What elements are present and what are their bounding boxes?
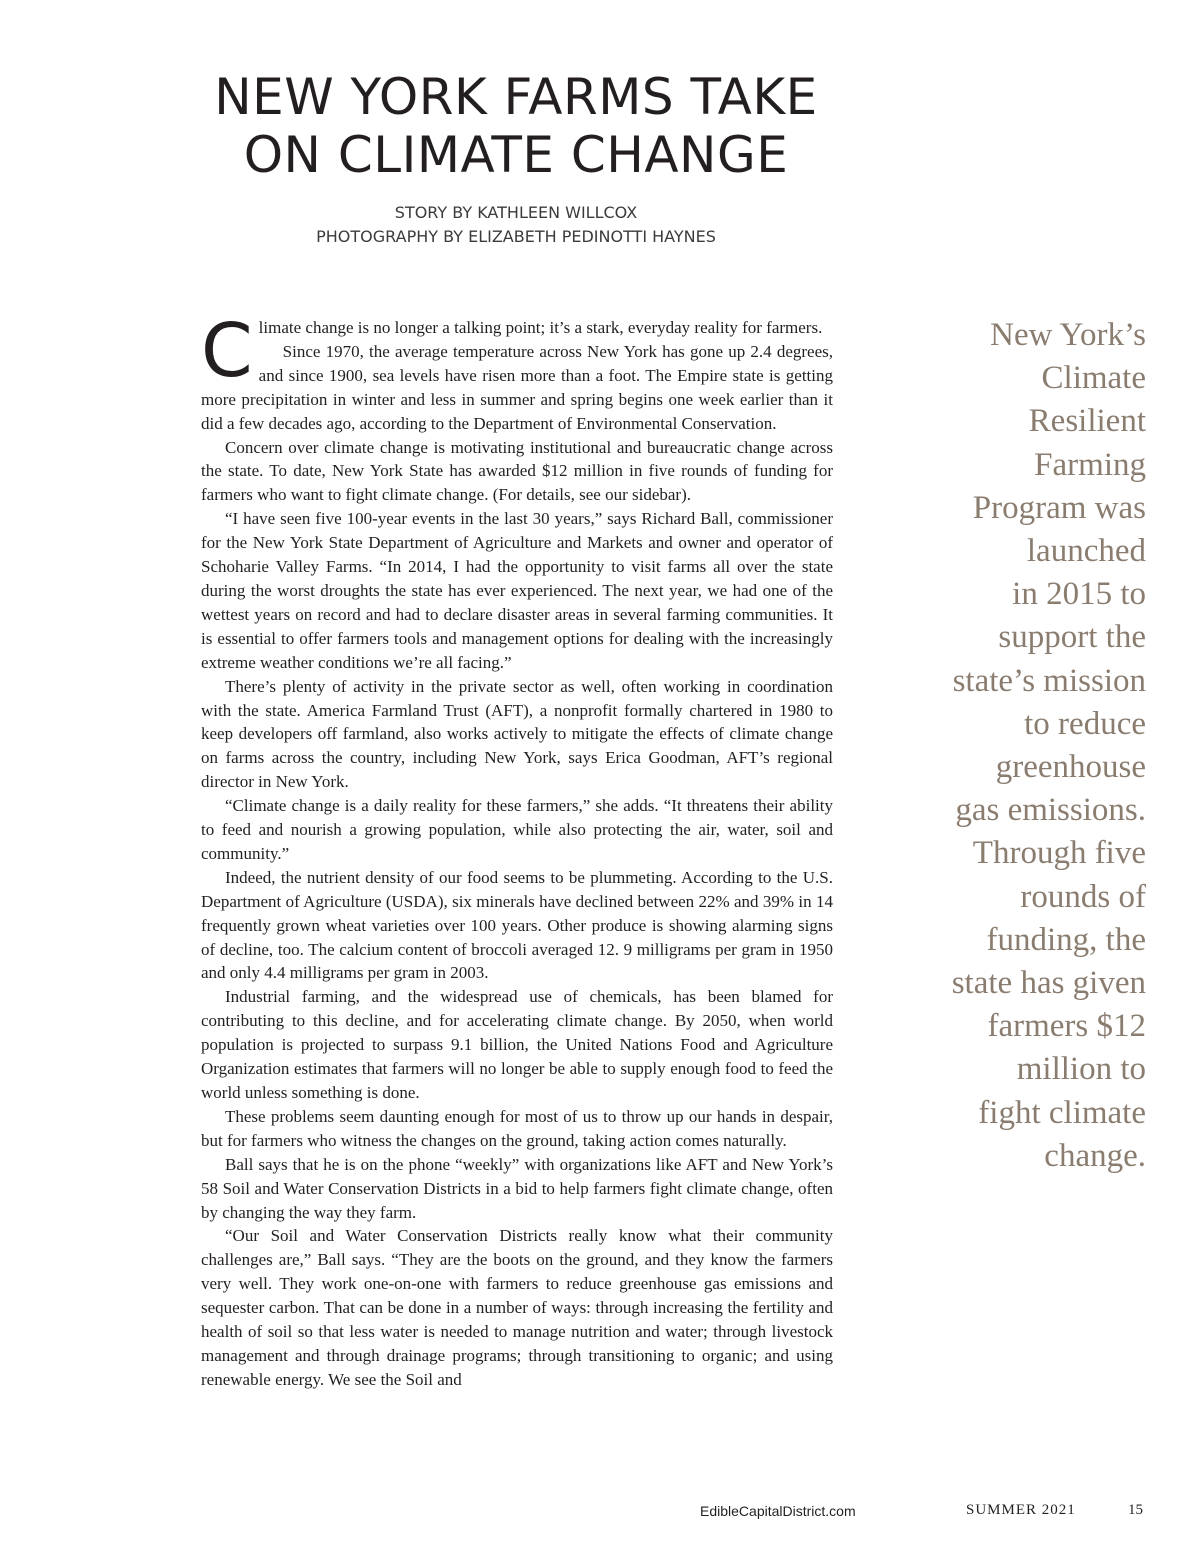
pull-quote-line: change.	[1044, 1137, 1146, 1174]
pull-quote-line: launched	[1026, 533, 1146, 570]
pull-quote-line: greenhouse	[995, 749, 1146, 786]
byline	[140, 201, 892, 249]
pull-quote	[940, 314, 1146, 1178]
drop-cap: C	[201, 308, 253, 394]
pull-quote-line: state’s mission	[952, 662, 1146, 699]
photo-credit: PHOTOGRAPHY BY ELIZABETH PEDINOTTI HAYNES	[316, 227, 716, 246]
story-credit: STORY BY KATHLEEN WILLCOX	[394, 203, 638, 222]
article-paragraph: Industrial farming, and the widespread use of chemicals, has been blamed for contributing to this decline, and for accelerating climate change. By 2050, when world population is projected to surpass 9.1 billion, the United Nations Food and Agriculture Organization estimates that farmers will no longer be able to supply enough food to feed the world unless something is done.	[201, 987, 833, 1102]
footer-issue: SUMMER 2021	[966, 1502, 1076, 1518]
title-line: NEW YORK FARMS TAKE	[214, 68, 818, 126]
pull-quote-line: support the	[998, 619, 1146, 656]
pull-quote-line: funding, the	[986, 921, 1146, 958]
footer-website: EdibleCapitalDistrict.com	[700, 1503, 856, 1519]
pull-quote-line: Program was	[972, 489, 1146, 526]
pull-quote-line: fight climate	[978, 1094, 1146, 1131]
article-title	[140, 68, 892, 184]
pull-quote-line: in 2015 to	[1012, 576, 1146, 613]
pull-quote-line: farmers $12	[987, 1008, 1146, 1045]
pull-quote-line: Farming	[1034, 446, 1146, 483]
article-paragraph: These problems seem daunting enough for most of us to throw up our hands in despair, but for farmers who witness the changes on the ground, taking action comes naturally.	[201, 1106, 833, 1150]
pull-quote-line: to reduce	[1024, 705, 1146, 742]
pull-quote-line: gas emissions.	[955, 792, 1146, 829]
article-body	[201, 308, 833, 1392]
page-number: 15	[1128, 1502, 1143, 1518]
article-paragraph: “Our Soil and Water Conservation Districts really know what their community challenges are,” Ball says. “They are the boots on the ground, and they know the farmers very well. They work one-on-one with farmers to reduce greenhouse gas emissions and sequester carbon. That can be done in a number of ways: through increasing the fertility and health of soil so that less water is needed to manage nutrition and water; through livestock management and through drainage programs; through transitioning to organic; and using renewable energy. We see the Soil and	[201, 1226, 833, 1389]
pull-quote-line: Through five	[972, 835, 1146, 872]
article-paragraph: “I have seen five 100-year events in the last 30 years,” says Richard Ball, commissioner for the New York State Department of Agriculture and Markets and owner and operator of Schoharie Valley Farms. “In 2014, I had the opportunity to visit farms all over the state during the worst droughts the state has ever experienced. The next year, we had one of the wettest years on record and had to declare disaster areas in several farming communities. It is essential to offer farmers tools and management options for dealing with the increasingly extreme weather conditions we’re all facing.”	[201, 509, 833, 672]
pull-quote-line: Climate	[1041, 360, 1146, 397]
pull-quote-line: million to	[1016, 1051, 1146, 1088]
article-paragraph: “Climate change is a daily reality for these farmers,” she adds. “It threatens their ability to feed and nourish a growing population, while also protecting the air, water, soil and community.”	[201, 796, 833, 863]
pull-quote-line: New York’s	[990, 317, 1146, 353]
pull-quote-line: rounds of	[1020, 878, 1146, 915]
article-paragraph: Indeed, the nutrient density of our food seems to be plummeting. According to the U.S. Department of Agriculture (USDA), six minerals have declined between 22% and 39% in 14 frequently grown wheat varieties over 100 years. Other produce is showing alarming signs of decline, too. The calcium content of broccoli averaged 12. 9 milligrams per gram in 1950 and only 4.4 milligrams per gram in 2003.	[201, 867, 833, 983]
paragraph-text: limate change is no longer a talking point; it’s a stark, everyday reality for farmers.	[258, 318, 823, 337]
title-line: ON CLIMATE CHANGE	[243, 126, 789, 184]
pull-quote-line: state has given	[951, 965, 1146, 1002]
pull-quote-line: Resilient	[1028, 403, 1146, 440]
article-paragraph: There’s plenty of activity in the private sector as well, often working in coordination with the state. America Farmland Trust (AFT), a nonprofit formally chartered in 1980 to keep developers off farmland, also works actively to mitigate the effects of climate change on farms across the country, including New York, says Erica Goodman, AFT’s regional director in New York.	[201, 676, 833, 792]
article-paragraph: Concern over climate change is motivating institutional and bureaucratic change across the state. To date, New York State has awarded $12 million in five rounds of funding for farmers who want to fight climate change. (For details, see our sidebar).	[201, 437, 833, 505]
article-paragraph: Since 1970, the average temperature across New York has gone up 2.4 degrees, and since 1900, sea levels have risen more than a foot. The Empire state is getting more precipitation in winter and less in summer and spring begins one week earlier than it did a few decades ago, according to the Department of Environmental Conservation.	[201, 341, 833, 433]
article-paragraph: Ball says that he is on the phone “weekly” with organizations like AFT and New York’s 58 Soil and Water Conservation Districts in a bid to help farmers fight climate change, often by changing the way they farm.	[201, 1154, 833, 1222]
